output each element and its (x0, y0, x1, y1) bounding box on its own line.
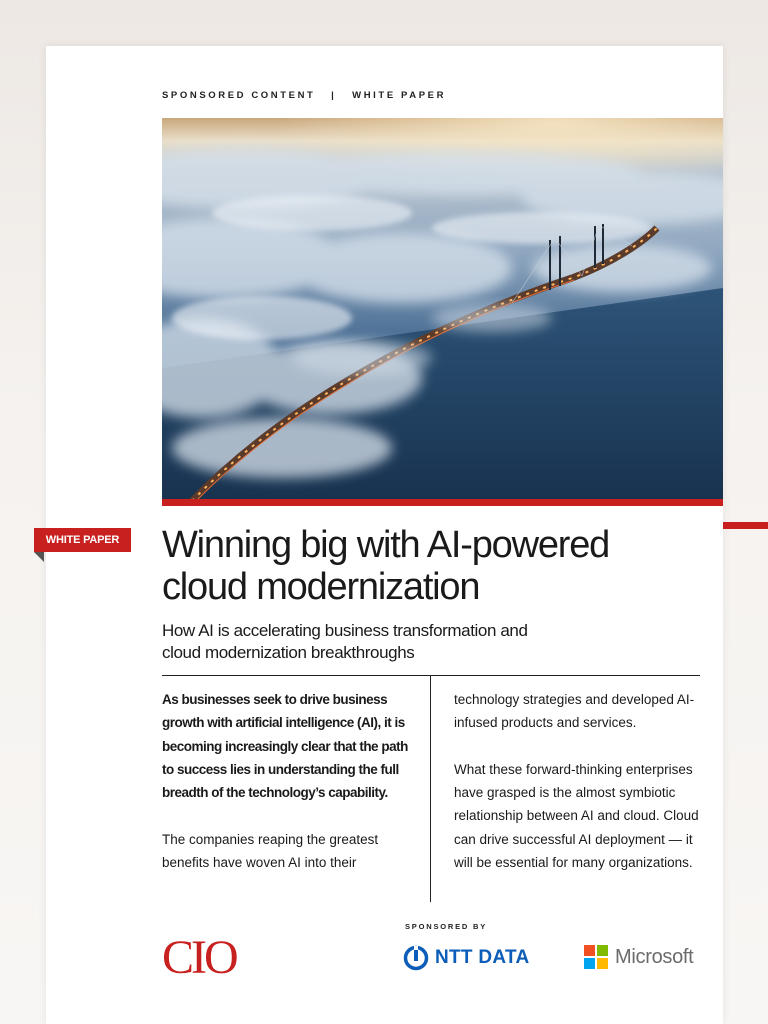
title-line-1: Winning big with AI-powered (162, 524, 610, 566)
microsoft-squares-icon (584, 945, 608, 969)
kicker-label: SPONSORED CONTENT | WHITE PAPER (162, 90, 447, 101)
edge-accent-bar (723, 522, 768, 529)
hero-accent-bar (162, 499, 723, 506)
article-title (162, 524, 722, 608)
hero-image (162, 118, 723, 501)
left-column (162, 688, 412, 874)
microsoft-wordmark: Microsoft (615, 945, 694, 968)
column-divider (430, 676, 431, 902)
subtitle-line-2: cloud modernization breakthroughs (162, 643, 415, 662)
lead-paragraph: As businesses seek to drive business growth with artificial intelligence (AI), it is becoming increasingly clear that the path to success lies in understanding the full breadth of the technology’s capability. (162, 692, 408, 801)
cio-logo: CIO (162, 931, 236, 984)
title-line-2: cloud modernization (162, 566, 480, 608)
ntt-data-wordmark: NTT DATA (435, 947, 530, 968)
body-paragraph: technology strategies and developed AI-infused products and services. (454, 692, 695, 731)
title-rule (162, 675, 700, 676)
subtitle-line-1: How AI is accelerating business transformation and (162, 621, 528, 640)
sponsored-by-label: SPONSORED BY (405, 922, 488, 931)
article-subtitle (162, 620, 682, 664)
white-paper-tag: WHITE PAPER (34, 528, 131, 552)
body-paragraph: The companies reaping the greatest benefits have woven AI into their (162, 831, 379, 871)
microsoft-logo (584, 945, 693, 969)
ntt-data-icon (403, 945, 429, 971)
right-column (454, 688, 704, 874)
ntt-data-logo (403, 945, 530, 971)
tag-fold-shadow (34, 552, 44, 562)
body-paragraph: What these forward-thinking enterprises have grasped is the almost symbiotic relationship between AI and cloud. Cloud can drive successful AI deployment — it will be essential for many organizations. (454, 761, 699, 871)
